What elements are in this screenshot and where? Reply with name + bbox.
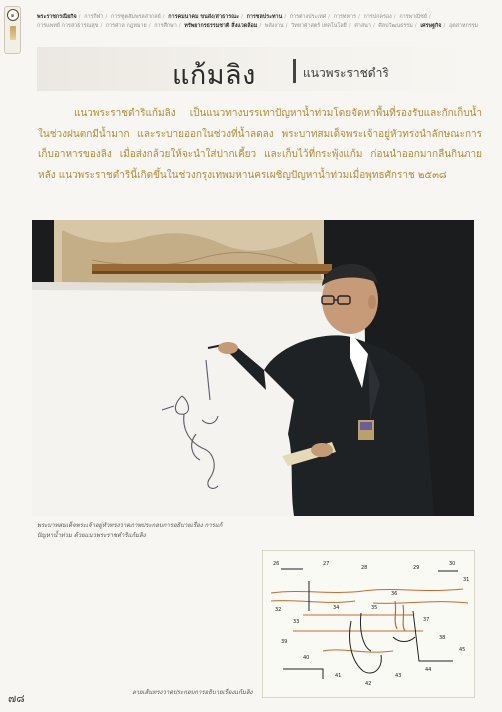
breadcrumb-separator: / (241, 14, 243, 20)
diagram-label: 41 (335, 673, 342, 679)
title-background (37, 47, 485, 91)
breadcrumb-separator: / (100, 22, 103, 29)
chapter-tab[interactable] (4, 6, 21, 54)
diagram-label: 42 (365, 681, 372, 687)
monkey-cheek-diagram (262, 550, 475, 698)
diagram-caption: ลายเส้นทรงวาดประกอบการอธิบายเรื่องแก้มลิง (132, 689, 253, 696)
diagram-label: 30 (449, 561, 456, 567)
breadcrumb-item[interactable]: การทหาร (333, 14, 356, 20)
breadcrumb-separator: / (357, 14, 360, 20)
diagram-label: 26 (273, 561, 280, 567)
page-title: แก้มลิง (172, 60, 256, 91)
breadcrumb-separator: / (105, 14, 108, 20)
title-divider (293, 59, 296, 83)
breadcrumb-separator: / (284, 14, 287, 20)
flood-drainage-sketch (263, 551, 475, 698)
diagram-label: 37 (423, 617, 430, 623)
breadcrumb-item[interactable]: การกีฬา (84, 14, 104, 20)
breadcrumb-item[interactable]: วิทยาศาสตร์ เทคโนโลยี (291, 22, 347, 29)
breadcrumb-item[interactable]: การพาณิชย์ (399, 14, 427, 20)
main-photo-caption: พระบาทสมเด็จพระเจ้าอยู่หัวทรงวาดภาพประกอบการอธิบายเรื่อง การแก้ปัญหาน้ำท่วม ด้วยแนวพระราชดำริแก้มลิง (37, 522, 223, 539)
diagram-label: 32 (275, 607, 282, 613)
breadcrumb-separator: / (414, 22, 417, 29)
breadcrumb-separator: / (328, 14, 331, 20)
breadcrumb-item[interactable]: พลังงาน (264, 22, 284, 29)
breadcrumb-item[interactable]: พระราชกรณียกิจ (37, 14, 77, 20)
breadcrumb-separator: / (162, 14, 165, 20)
breadcrumb-item[interactable]: การแพทย์ การสาธารณสุข (37, 22, 99, 29)
breadcrumb-separator: / (148, 22, 151, 29)
king-drawing-photo (32, 220, 474, 516)
breadcrumb-separator: / (372, 22, 375, 29)
diagram-label: 40 (303, 655, 310, 661)
title-block (37, 47, 485, 91)
breadcrumb-item[interactable]: การปกครอง (363, 14, 392, 20)
breadcrumb-item[interactable]: ทรัพยากรธรรมชาติ สิ่งแวดล้อม (184, 22, 258, 29)
diagram-label: 29 (413, 565, 420, 571)
breadcrumb-item[interactable]: การฑูตสัมพรลสากลย์ (110, 14, 161, 20)
tab-accent (10, 26, 16, 40)
king-drawing-illustration (32, 220, 474, 516)
diagram-label: 43 (395, 673, 402, 679)
diagram-label: 44 (425, 667, 432, 673)
breadcrumb-separator: / (443, 22, 446, 29)
page-number: ๗๘ (8, 692, 25, 705)
diagram-label: 33 (293, 619, 300, 625)
breadcrumb-item[interactable]: ศิลปวัฒนธรรม (378, 22, 413, 29)
breadcrumb-item[interactable]: การศาล กฎหมาย (105, 22, 147, 29)
body-paragraph: แนวพระราชดำริแก้มลิง เป็นแนวทางบรรเทาปัญหาน้ำท่วมโดยจัดหาพื้นที่รองรับและกักเก็บน้ำในช่วงฝนตกมีน้ำมาก และระบายออกในช่วงที่น้ำลดลง พระบาทสมเด็จพระเจ้าอยู่หัวทรงนำลักษณะการเก็บอาหารของลิง เมื่อส่งกล้วยให้จะนำใส่ปากเคี้ยว และเก็บไว้ที่กระพุ้งแก้ม ก่อนนำออกมากลืนกินภายหลัง แนวพระราชดำรินี้เกิดขึ้นในช่วงกรุงเทพมหานครเผชิญปัญหาน้ำท่วมเมื่อพุทธศักราช ๒๕๓๘ (38, 108, 482, 181)
breadcrumb-separator: / (259, 22, 262, 29)
diagram-label: 38 (439, 635, 446, 641)
breadcrumb-separator: / (78, 14, 81, 20)
diagram-label: 36 (391, 591, 398, 597)
breadcrumb-item[interactable]: การชลประทาน (246, 14, 283, 20)
breadcrumb-separator: / (348, 22, 351, 29)
royal-emblem-icon: ๑ (7, 9, 19, 21)
diagram-label: 39 (281, 639, 288, 645)
breadcrumb-item[interactable]: ศาสนา (354, 22, 371, 29)
breadcrumb-item[interactable]: การคมนาคม ขนส่ง/สาธารณะ (168, 14, 240, 20)
breadcrumb-item[interactable]: เศรษฐกิจ (420, 22, 442, 29)
diagram-label: 45 (459, 647, 466, 653)
diagram-label: 31 (463, 577, 470, 583)
breadcrumb-separator: / (285, 22, 288, 29)
diagram-label: 28 (361, 565, 368, 571)
breadcrumb-item[interactable]: การต่างประเทศ (289, 14, 327, 20)
breadcrumb-separator: / (178, 22, 181, 29)
category-breadcrumb (37, 13, 485, 30)
breadcrumb-item[interactable]: อุตสาหกรรม (448, 22, 479, 29)
diagram-label: 34 (333, 605, 340, 611)
page-subtitle: แนวพระราชดำริ (303, 66, 389, 80)
diagram-label: 27 (323, 561, 330, 567)
breadcrumb-item[interactable]: การศึกษา (154, 22, 177, 29)
breadcrumb-separator: / (428, 14, 431, 20)
breadcrumb-separator: / (393, 14, 396, 20)
diagram-label: 35 (371, 605, 378, 611)
